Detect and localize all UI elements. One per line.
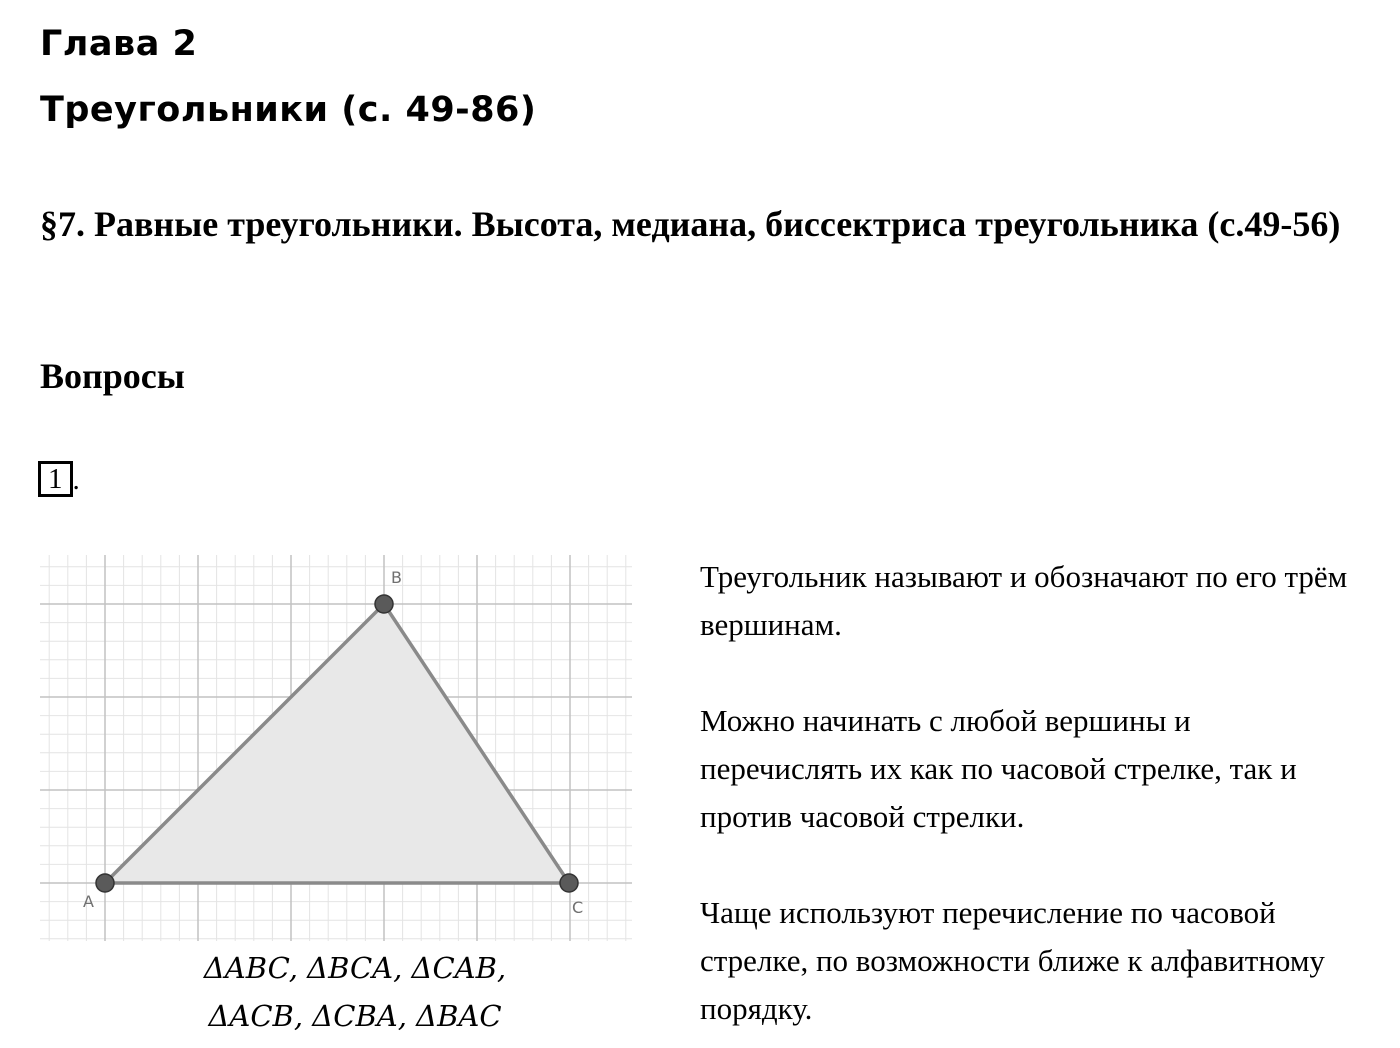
notations-line-2: ΔACB, ΔCBA, ΔBAC [208,999,502,1033]
question-number-suffix: . [72,464,80,496]
vertex-c-label: C [572,898,584,917]
chapter-title: Треугольники (с. 49-86) [40,90,537,130]
explanation-paragraph-2: Можно начинать с любой вершины и перечислять их как по часовой стрелке, так и против часовой стрелки. [700,703,1297,834]
question-number-box: 1 [38,461,73,497]
vertex-b-label: B [391,568,402,587]
explanation-paragraph-3: Чаще используют перечисление по часовой стрелке, по возможности ближе к алфавитному порядку. [700,895,1325,1026]
explanation-text [700,553,1360,1033]
triangle-notations [150,944,560,1040]
question-number [38,461,80,497]
vertex-c-point [560,874,578,892]
triangle-abc [105,604,569,883]
section-title: §7. Равные треугольники. Высота, медиана, биссектриса треугольника (с.49-56) [40,204,1341,244]
vertex-b-point [375,595,393,613]
chapter-label: Глава 2 [40,24,198,64]
notations-line-1: ΔABC, ΔBCA, ΔCAB, [203,951,507,985]
vertex-a-label: A [83,892,94,911]
vertex-a-point [96,874,114,892]
explanation-paragraph-1: Треугольник называют и обозначают по его трём вершинам. [700,559,1348,642]
triangle-figure [40,555,632,941]
questions-heading: Вопросы [40,356,185,396]
